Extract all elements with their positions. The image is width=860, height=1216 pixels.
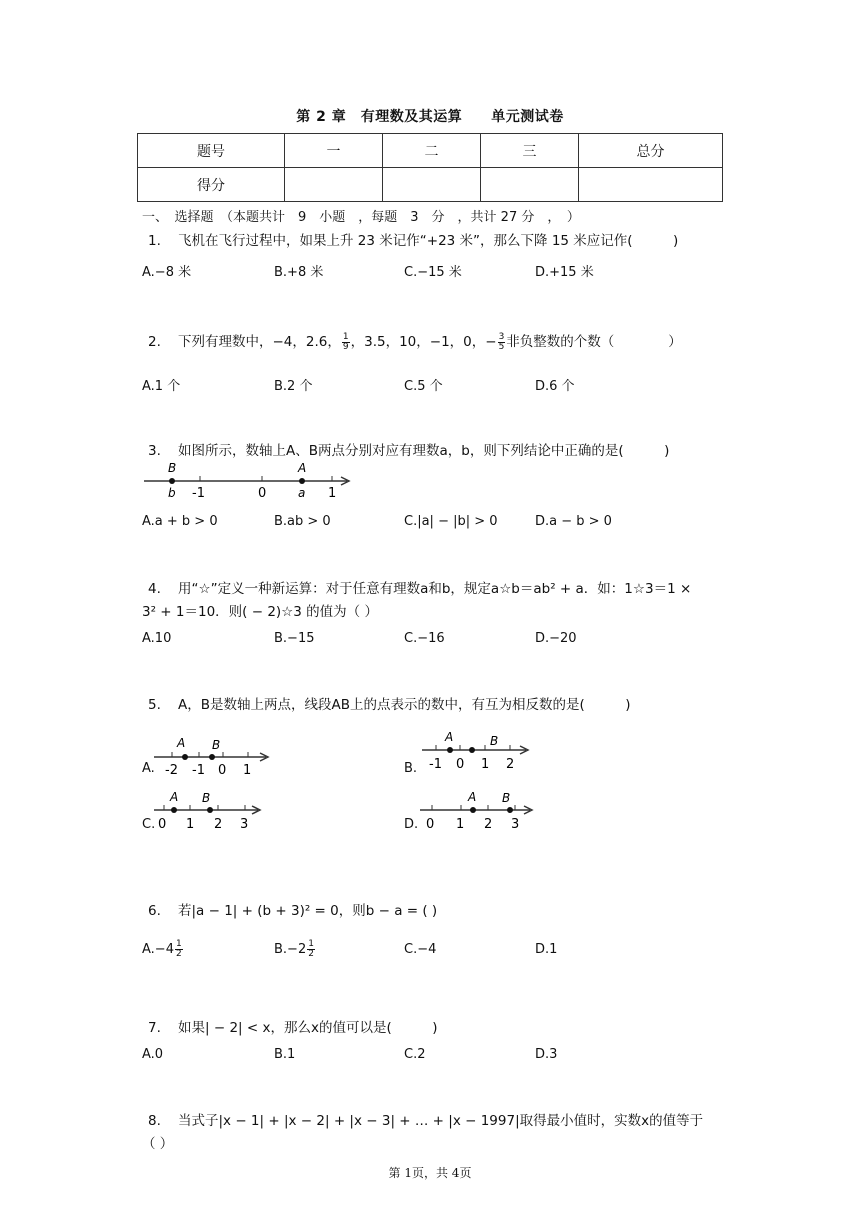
- table-row: [138, 134, 723, 168]
- option-d[interactable]: D.1: [535, 942, 558, 957]
- option-a[interactable]: A.10: [142, 631, 172, 646]
- tick-label: 1: [456, 817, 465, 832]
- option-c[interactable]: C.: [142, 817, 156, 832]
- question-text: 如图所示，数轴上A、B两点分别对应有理数a，b，则下列结论中正确的是( ): [178, 443, 670, 459]
- number-line-figure: [142, 457, 357, 501]
- point-label: A: [177, 736, 186, 750]
- fraction: $\frac{1}{2}$: [175, 939, 182, 959]
- point-label: A: [298, 461, 307, 475]
- option-c[interactable]: C.−16: [404, 631, 445, 646]
- option-d[interactable]: D.: [404, 817, 419, 832]
- question-text: 用“☆”定义一种新运算：对于任意有理数a和b，规定a☆b＝ab² + a．如：1☆3＝1 ×: [178, 581, 692, 597]
- point-label: B: [502, 791, 511, 805]
- option-a[interactable]: A.−8 米: [142, 265, 192, 280]
- tick-label: 2: [484, 817, 493, 832]
- tick-label: 2: [506, 757, 515, 772]
- option-b[interactable]: B.ab > 0: [274, 514, 331, 529]
- option-a[interactable]: A.a + b > 0: [142, 514, 218, 529]
- question-text-line2: 3² + 1＝10．则( − 2)☆3 的值为（ ）: [142, 604, 378, 620]
- point-label: A: [445, 730, 454, 744]
- option-d[interactable]: D.3: [535, 1047, 558, 1062]
- option-a[interactable]: A.0: [142, 1047, 164, 1062]
- question-2: [148, 330, 682, 352]
- score-input-cell[interactable]: [579, 168, 723, 202]
- tick-label: 0: [218, 763, 227, 778]
- question-text: 若|a − 1| + (b + 3)² = 0，则b − a = ( ): [178, 903, 438, 919]
- question-number: 6.: [148, 903, 161, 919]
- option-d[interactable]: D.−20: [535, 631, 577, 646]
- option-c[interactable]: C.5 个: [404, 379, 443, 394]
- question-number: 8.: [148, 1113, 161, 1129]
- score-input-cell[interactable]: [285, 168, 383, 202]
- question-number: 4.: [148, 581, 161, 597]
- table-cell: 总分: [579, 134, 723, 168]
- fraction: $\frac{1}{2}$: [308, 939, 314, 959]
- option-d[interactable]: D.+15 米: [535, 265, 594, 280]
- fraction: $\frac{3}{5}$: [498, 331, 505, 352]
- option-c[interactable]: C.|a| − |b| > 0: [404, 514, 498, 529]
- tick-label: -1: [192, 486, 205, 501]
- tick-label: 1: [481, 757, 490, 772]
- score-input-cell[interactable]: [383, 168, 481, 202]
- section-heading: 一、 选择题 （本题共计 9 小题 ，每题 3 分 ，共计 27 分 ， ）: [142, 210, 580, 225]
- question-text: 飞机在飞行过程中，如果上升 23 米记作“+23 米”，那么下降 15 米应记作( ): [178, 233, 679, 249]
- question-number: 3.: [148, 443, 161, 459]
- question-number: 2.: [148, 334, 161, 350]
- question-7: [148, 1016, 438, 1036]
- option-a[interactable]: A.: [142, 761, 155, 776]
- tick-label: 0: [258, 486, 267, 501]
- option-b[interactable]: B.−15: [274, 631, 315, 646]
- option-b[interactable]: B.2 个: [274, 379, 313, 394]
- question-4: [148, 577, 691, 597]
- tick-label: -2: [165, 763, 178, 778]
- table-cell: 三: [481, 134, 579, 168]
- option-b-number-line: [420, 726, 535, 774]
- option-d[interactable]: D.a − b > 0: [535, 514, 612, 529]
- table-cell: 题号: [138, 134, 285, 168]
- tick-label: 1: [328, 486, 337, 501]
- tick-label: 0: [426, 817, 435, 832]
- point-label: B: [168, 461, 177, 475]
- tick-label: 3: [511, 817, 520, 832]
- point-label: B: [212, 738, 221, 752]
- question-text: ，3.5，10，−1，0，−: [350, 334, 497, 350]
- question-8: [148, 1109, 703, 1129]
- tick-label: -1: [429, 757, 442, 772]
- point-value-label: a: [298, 486, 306, 500]
- option-b[interactable]: B.1: [274, 1047, 296, 1062]
- question-text: 非负整数的个数（ ）: [506, 334, 682, 350]
- option-b[interactable]: B.−2 $\frac{1}{2}$: [274, 939, 314, 959]
- point-label: B: [202, 791, 211, 805]
- question-text-line2: （ ）: [142, 1136, 174, 1152]
- question-text: 如果| − 2| < x，那么x的值可以是( ): [178, 1020, 438, 1036]
- option-a-number-line: [152, 733, 272, 778]
- page-title: 第 2 章 有理数及其运算 单元测试卷: [296, 109, 564, 125]
- question-text: 当式子|x − 1| + |x − 2| + |x − 3| + … + |x − 1997|取得最小值时，实数x的值等于: [178, 1113, 704, 1129]
- score-table: [137, 133, 723, 202]
- question-number: 5.: [148, 697, 161, 713]
- table-cell: 一: [285, 134, 383, 168]
- fraction: $\frac{1}{9}$: [342, 331, 349, 352]
- question-text: 下列有理数中，−4，2.6，: [178, 334, 341, 350]
- point-label: A: [170, 790, 179, 804]
- option-a[interactable]: A.1 个: [142, 379, 181, 394]
- question-1: [148, 229, 678, 249]
- question-6: [148, 899, 437, 919]
- option-b[interactable]: B.+8 米: [274, 265, 324, 280]
- tick-label: 0: [456, 757, 465, 772]
- question-3: [148, 439, 669, 459]
- question-number: 1.: [148, 233, 161, 249]
- option-a[interactable]: A.−4 $\frac{1}{2}$: [142, 939, 182, 959]
- table-cell: 二: [383, 134, 481, 168]
- option-b[interactable]: B.: [404, 761, 418, 776]
- question-number: 7.: [148, 1020, 161, 1036]
- question-text: A，B是数轴上两点，线段AB上的点表示的数中，有互为相反数的是( ): [178, 697, 631, 713]
- option-c[interactable]: C.−15 米: [404, 265, 462, 280]
- table-row: [138, 168, 723, 202]
- option-d[interactable]: D.6 个: [535, 379, 575, 394]
- option-c[interactable]: C.−4: [404, 942, 437, 957]
- option-c-number-line: [152, 786, 267, 832]
- point-label: A: [468, 790, 477, 804]
- page-footer: 第 1页，共 4页: [388, 1166, 472, 1180]
- option-d-number-line: [418, 786, 540, 832]
- point-label: B: [490, 734, 499, 748]
- tick-label: -1: [192, 763, 205, 778]
- table-cell: 得分: [138, 168, 285, 202]
- tick-label: 3: [240, 817, 249, 832]
- option-c[interactable]: C.2: [404, 1047, 426, 1062]
- tick-label: 1: [243, 763, 252, 778]
- score-input-cell[interactable]: [481, 168, 579, 202]
- tick-label: 2: [214, 817, 223, 832]
- tick-label: 1: [186, 817, 195, 832]
- point-value-label: b: [168, 486, 176, 500]
- tick-label: 0: [158, 817, 167, 832]
- question-5: [148, 693, 631, 713]
